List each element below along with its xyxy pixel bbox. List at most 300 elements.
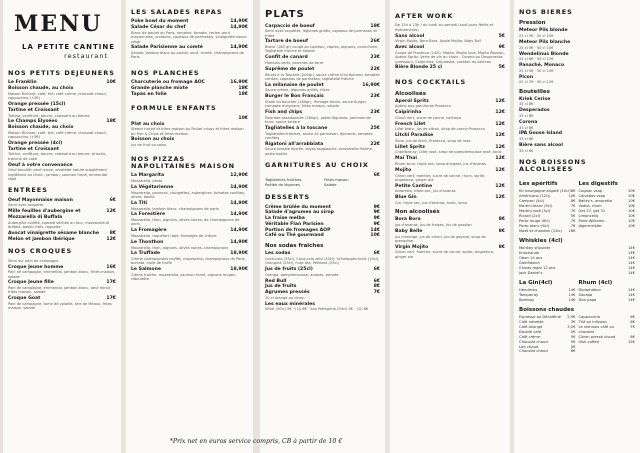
enfants-price: 10€ <box>238 115 248 121</box>
item-price: 14€ <box>627 250 635 255</box>
item-price: 14€ <box>627 292 635 297</box>
item-desc: Mozzarella, thon, oignons, olives noires, champignons <box>131 245 229 250</box>
item-name: Croque Jeune homme <box>8 264 64 270</box>
item-price: 5€ <box>498 65 505 71</box>
item-name: Mojito <box>395 167 412 173</box>
item-price: 14€ <box>627 265 635 270</box>
item-price: 14,90€ <box>230 239 248 245</box>
item-desc: Crème champignons truffés, mozzarella, champignons de Paris, burrata, huile de truffe <box>131 257 246 266</box>
item-price: 14€ <box>627 245 635 250</box>
item-price: 8€ <box>373 284 380 290</box>
garnitures-grid <box>265 178 380 188</box>
item-name: Jägermeister <box>578 223 602 228</box>
item-name: Café Allongé <box>519 324 543 329</box>
item-name: Tartine et Croissant <box>8 146 59 152</box>
enfants-list <box>131 122 248 148</box>
item-price: 6€ <box>570 349 576 354</box>
item-price: 7€ <box>570 203 576 208</box>
item-desc: Sauce tomate épicée, olives taggiasche, mozzarella fraîche, pesto basilic <box>265 147 374 156</box>
item-price: 5€ <box>570 344 576 349</box>
item-name: Tartine et Croissant <box>8 107 59 113</box>
restaurant-label: restaurant <box>64 52 108 60</box>
item-name: La milanaise de poulet <box>265 82 324 88</box>
salades-list <box>131 19 248 59</box>
croques-list <box>8 265 116 311</box>
item-price: 18,90€ <box>230 251 248 257</box>
item-desc: Tartine, confiture, beurre, croissant au beurre, brioche, tranche de cake <box>8 152 107 161</box>
item-price: 17€ <box>106 296 116 302</box>
item-desc: Virgin Mojito, Bora Bora, Apple Mojito, Baby Bull <box>395 39 482 44</box>
item-name: Red Bull <box>265 278 287 284</box>
item-name: Crème brûlée du moment <box>265 204 331 210</box>
item-desc: 25 cl 6€ · 50 cl 12€ <box>519 57 554 62</box>
item-price: 9€ <box>498 45 505 51</box>
item-price: 10€ <box>370 233 380 239</box>
item-name: Thé ou infusion <box>578 319 607 324</box>
item-name: Cappuccino <box>578 314 601 319</box>
item-name: Le Champs Elysées <box>8 119 58 125</box>
item-price: 5€ <box>570 339 576 344</box>
item-desc: Coupe de Prosecco (14cl), Mojito, Mojito love, Mojito Passion, Apérol Spritz, Verre de vin au choix : Corona ou Desperados (pression), Caipirinha, Caipiroska, cocktail du barman <box>395 50 505 64</box>
item-name: Confit de canard <box>265 55 308 61</box>
item-price: 10€ <box>627 188 635 193</box>
item-desc: Gin, triple sec, jus d'ananas, tonic, sirop <box>395 200 467 205</box>
item-name: Hendricks <box>519 287 538 292</box>
menu-item <box>519 229 576 234</box>
section-title-cocktails: NOS COCKTAILS <box>395 78 467 87</box>
item-name: Aperol Spritz <box>395 98 429 104</box>
section-title-plats: PLATS <box>265 9 305 20</box>
item-desc: Steack haché et frites maison ou Poulet crispy et frites maison ou Fish & Chips et frites maison <box>131 127 244 136</box>
item-name: Litchi Paradise <box>395 133 434 139</box>
item-desc: 25 cl 5€ · 50 cl 10€ <box>519 68 554 73</box>
item-price: 10€ <box>627 223 635 228</box>
item-price: 6€ <box>630 314 635 319</box>
gin-title: La Gin(4cl) <box>519 279 553 286</box>
item-name: Le Salmone <box>131 267 161 273</box>
chaudes-grid <box>519 315 635 355</box>
digestifs-title: Les digestifs <box>578 180 618 187</box>
item-price: 15€ <box>627 339 635 344</box>
item-name: La Titi <box>131 200 148 206</box>
aperitifs-title: Les apéritifs <box>519 180 558 187</box>
item-name: Poke bowl du moment <box>131 19 189 25</box>
item-name: Tapas en folie <box>131 91 167 97</box>
item-name: Fish and chips <box>265 110 303 116</box>
item-name: Boisson chaude, au choix <box>8 86 74 92</box>
item-price: 5€ <box>498 33 505 39</box>
alcoolises-title: Alcoolisés <box>395 90 427 97</box>
item-name: Café noisette <box>519 319 544 324</box>
nonalc-list <box>395 217 505 259</box>
item-name: Picon <box>519 74 534 80</box>
item-price: 14,90€ <box>230 25 248 31</box>
section-title-pizzas: NOS PIZZAS NAPOLITAINES MAISON <box>131 154 236 170</box>
item-price: 8€ <box>109 230 116 236</box>
item-name: Jack Daniel's <box>519 270 543 275</box>
bieres-list <box>519 28 635 84</box>
menu-item <box>265 233 380 239</box>
entrees-list <box>8 198 116 243</box>
item-price: 2,9€ <box>567 314 576 319</box>
item-desc: Vittel (50cl) 5€ · (1l) 8€ · San Pellegrino (50cl) 5€ · (1l) 8€ <box>265 307 369 312</box>
item-name: Bombay <box>519 297 535 302</box>
item-name: French Lilet <box>395 121 426 127</box>
list-text: Frites maison <box>324 178 349 183</box>
item-price: 10€ <box>627 213 635 218</box>
item-name: Porto rouge (6cl) <box>519 218 550 223</box>
item-desc: Servi avec roquette <box>8 203 44 208</box>
item-name: Panaché, Monaco <box>519 63 565 69</box>
item-name: Le Franklin <box>8 80 37 86</box>
section-title-garnitures: GARNITURES AU CHOIX <box>265 161 369 170</box>
item-desc: Daurade assaisonnée (180gr), petits légumes, pommes de terre, sauce tartare <box>265 115 371 125</box>
restaurant-name: LA PETITE CANTINE <box>22 43 116 51</box>
item-name: Orange pressée (15cl) <box>8 102 66 108</box>
item-desc: Mozzarella, thon, oignons, olives noires, de champignons de paris <box>131 218 240 227</box>
price-note: *Prix net en euros service compris, CB à partir de 10 € <box>169 438 343 445</box>
item-price: 14€ <box>627 287 635 292</box>
item-price: 7€ <box>570 208 576 213</box>
item-desc: Maison Richard, café, thé, café crème, chocolat chaud, cappuccino (+3€) <box>8 91 107 101</box>
item-desc: Oeuf brouillé, oeuf miroir, omelette nature supplément ingrédient au choix : jambon, saumon fumé, emmental râpé <box>8 168 108 181</box>
item-price: 6€ <box>630 319 635 324</box>
column-drinks <box>514 0 640 453</box>
item-name: Corona <box>519 119 538 125</box>
item-name: Meteor Pils blanche <box>519 40 571 46</box>
item-name: Tagliatelles à la toscane <box>265 125 328 131</box>
item-price: 12€ <box>495 133 505 139</box>
item-desc: Chardonnay, Lillet rosé, sirop de pamplemousse rosé, tonic <box>395 150 502 155</box>
item-desc: Servi avec roquette, légumes grillés, copeaux de parmesan et frites <box>265 29 377 38</box>
item-price: 26€ <box>370 39 380 45</box>
item-desc: 25 cl 7€ · 50 cl 12€ <box>519 80 554 85</box>
item-price: 8€ <box>498 217 505 223</box>
item-desc: Mozzarella, roquefort râpé, fromages de chèvre <box>131 234 217 238</box>
item-price: 17€ <box>106 280 116 286</box>
item-desc: Haricots verts, pommes de terre <box>265 60 324 65</box>
item-price: 18€ <box>238 85 248 91</box>
item-name: Kir bourgogne aligoté (12cl) <box>519 188 571 193</box>
chaudes-left <box>519 315 576 355</box>
column-breakfast <box>3 0 121 453</box>
section-title-bieres: NOS BIERES <box>519 8 573 16</box>
garnitures-right <box>324 178 380 188</box>
item-price: 14€ <box>627 297 635 302</box>
rhum-list <box>579 288 636 303</box>
item-name: Moet et chandon (12cl) <box>519 228 562 233</box>
item-name: Les sodas <box>265 251 291 257</box>
section-title-entrees: ENTREES <box>8 186 48 195</box>
item-name: La Truffade <box>131 251 161 257</box>
item-price: 18€ <box>370 23 380 29</box>
desserts-list <box>265 205 380 239</box>
item-price: 8€ <box>570 198 576 203</box>
item-price: 12€ <box>106 209 116 215</box>
item-desc: 33 cl 8€ <box>519 125 534 130</box>
item-name: Kriek Cerise <box>519 96 551 102</box>
item-name: Bière Blonde 25 cl <box>395 65 442 71</box>
column-salads-pizzas <box>126 0 253 453</box>
item-name: Boisson au choix <box>131 137 175 143</box>
item-price: 10€ <box>568 193 576 198</box>
item-price: 16,90€ <box>362 82 380 88</box>
planches-list <box>131 80 248 97</box>
item-price: 5€ <box>570 334 576 339</box>
item-price: 14€ <box>568 292 576 297</box>
column-plats <box>260 0 385 453</box>
digestifs-list <box>579 189 636 229</box>
item-name: Jus de fruits <box>265 284 297 290</box>
item-desc: Aubergine confite, tomate séchée au four, mozzarella di buffala, basilic frais, roquette <box>8 220 110 229</box>
item-name: Chivas regal 12 ans <box>519 265 556 270</box>
item-name: Grande planche mixte <box>131 85 188 91</box>
list-text: Salade <box>324 183 337 188</box>
nonalc-title: Non alcoolisés <box>395 209 440 216</box>
item-name: Glenfiddich <box>519 260 540 265</box>
item-price: 16€ <box>106 264 116 270</box>
item-name: Irish coffee <box>578 339 599 344</box>
item-name: Calvados vsop <box>578 193 606 198</box>
item-name: La Fromagère <box>131 228 167 234</box>
rhum-title: Rhum (4cl) <box>578 279 613 286</box>
item-name: Monkey shoulder <box>519 245 551 250</box>
item-desc: Maison Richard, café, thé, café crème, chocolat chaud, cappuccino (+3€) <box>8 130 107 140</box>
item-name: Croque Goat <box>8 296 41 302</box>
croques-note: Servi sur pain de campagne <box>8 258 59 263</box>
item-price: 8€ <box>498 244 505 250</box>
aperitifs-digestifs <box>519 177 635 234</box>
item-name: Sans alcool <box>395 33 425 39</box>
item-name: Don papa <box>578 297 597 302</box>
item-price: 10€ <box>627 193 635 198</box>
item-desc: Blanc de poulet au Paris, romaine, tomate, cerise, oeuf mayonnaise, croûtons, copeaux de parmesan, vinaigrette sauce césar <box>131 30 247 44</box>
item-price: 14,90€ <box>230 45 248 51</box>
item-price: 25€ <box>370 125 380 131</box>
item-desc: 33 cl 8€ <box>519 113 534 118</box>
item-name: Chocolat chaud <box>519 339 548 344</box>
item-name: Lait chaud <box>519 344 539 349</box>
item-name: Chocolat chaud <box>519 349 548 354</box>
item-name: Espresso ou Décaféiné <box>519 314 561 319</box>
pression-title: Pression <box>519 20 546 27</box>
item-price: 9€ <box>373 204 380 210</box>
item-price: 14€ <box>568 287 576 292</box>
item-price: 18,90€ <box>230 267 248 273</box>
item-price: 6€ <box>630 334 635 339</box>
section-title-softs: Nos sodas fraîches <box>265 243 324 250</box>
item-desc: Mozzarella, jambon blanc, champignons de paris <box>131 206 219 211</box>
afterwork-note: De 15h à 23h / du lundi au samedi (sauf jours fériés et événements) <box>395 23 494 32</box>
menu-item <box>395 65 505 71</box>
item-name: Knockando <box>519 250 540 255</box>
item-name: Limoncello <box>578 213 599 218</box>
item-desc: Salade, jambon blanc au poulet, oeuf, comté, champignons de Paris <box>131 51 244 60</box>
item-price: 5€ <box>570 329 576 334</box>
item-name: Diplomatico <box>578 287 601 292</box>
item-name: Plat au choix <box>131 121 165 127</box>
item-name: Américano (12cl) <box>519 193 551 198</box>
item-desc: Citron vert, menthe, sucre de canne, rhum, sprite, angostura, ginger ale <box>395 173 486 182</box>
item-name: Salade d'agrumes au sirop <box>265 210 334 216</box>
item-name: La fraise melba <box>265 216 305 222</box>
item-desc: 33 cl 8€ <box>519 137 534 142</box>
item-name: Le Thonthon <box>131 239 164 245</box>
whiskies-list <box>519 246 635 276</box>
item-price: 9€ <box>373 216 380 222</box>
section-title-dejeuners: NOS PETITS DEJEUNERS <box>8 69 115 77</box>
item-price: 14,90€ <box>230 212 248 218</box>
item-name: Martini rosé (5cl) <box>519 208 551 213</box>
item-name: Melon et jambon Ibérique <box>8 236 75 242</box>
dejeuners-list <box>8 80 116 181</box>
item-desc: Rhum brun, triple sec, sirop d'orgeat, jus d'ananas <box>395 161 486 166</box>
item-price: 7€ <box>570 223 576 228</box>
list-text: Tagliatelles fraîches <box>265 178 302 183</box>
item-desc: Mozzarella, poivrons, courgettes, aubergines, tomates confites, olives, basilic <box>131 190 246 200</box>
item-price: 18€ <box>238 91 248 97</box>
item-name: La Végétarienne <box>131 185 174 190</box>
item-desc: Crème fraîche, mozzarella, saumon fumé, oignons rouges, ciboulette <box>131 272 237 282</box>
section-title-boissons: NOS BOISSONS ALCOLISEES <box>519 157 587 174</box>
menu-item <box>8 237 116 243</box>
item-name: La Forestière <box>131 212 166 218</box>
item-desc: Pain de campagne, tome de volaille, brie de Meaux, frites maison, salade <box>8 302 112 311</box>
item-desc: Poulet à la Toscane (200gr), sauce crème d'ail épinard, tomates cerises, copeaux de parmesan, tagliatelle fraîche <box>265 72 380 81</box>
item-price: 7€ <box>630 324 635 329</box>
item-desc: Jus d'orange, jus de citron, jus de goyave, sirop de grenadine <box>395 234 486 243</box>
item-name: Avocat vinaigrette sésame blanche <box>8 230 99 236</box>
menu-title: MENU <box>14 11 103 37</box>
item-price: 14€ <box>627 270 635 275</box>
item-name: La Margarita <box>131 173 165 179</box>
item-name: Agrumes pressés <box>265 290 310 296</box>
item-desc: Jus d'ananas, jus de fraises, jus de passion <box>395 222 472 227</box>
item-price: 12€ <box>495 144 505 150</box>
item-name: Jus de fruits (25cl) <box>265 267 313 273</box>
item-name: Campari (4cl) <box>519 198 545 203</box>
item-name: Ricard (2cl) <box>519 213 541 218</box>
item-name: Wendelinus Blonde <box>519 51 569 57</box>
item-name: Get 27, get 31 <box>578 208 606 213</box>
item-price: 10€ <box>627 218 635 223</box>
item-name: Citron pressé chaud <box>578 334 616 339</box>
item-name: Portion de fromages AOP <box>265 227 331 233</box>
item-name: Lillet Spritz <box>395 144 425 150</box>
item-price: 16€ <box>568 228 576 233</box>
item-price: 23€ <box>370 110 380 116</box>
pizzas-list <box>131 173 248 281</box>
section-title-desserts: DESSERTS <box>265 193 311 202</box>
item-price: 12€ <box>495 183 505 189</box>
item-price: 6€ <box>373 278 380 284</box>
item-price: 3,2€ <box>567 324 576 329</box>
item-name: Cognac vsop <box>578 188 603 193</box>
item-price: 8€ <box>498 228 505 234</box>
item-name: Poire Williams <box>578 218 605 223</box>
item-price: 14,90€ <box>230 228 248 234</box>
list-text: Poêlée de légumes <box>265 183 300 188</box>
item-name: Porto blanc (6cl) <box>519 223 550 228</box>
item-price: 7€ <box>570 218 576 223</box>
item-name: Burger le Bon Français <box>265 94 324 100</box>
item-desc: Coca-cola (33cl), Coca-cola zéro (33cl), Schweppes tonic (25cl), Orangina (25cl), Fuze tea, Pétillant (25cl) <box>265 256 380 266</box>
item-name: Salade Parisienne au comté <box>131 45 203 51</box>
item-name: Tanqueray <box>519 292 539 297</box>
item-desc: Lillet blanc, jus de citron, sirop de canne Prosecco <box>395 127 485 132</box>
section-title-afterwork: AFTER WORK <box>395 12 454 20</box>
item-name: Rigatoni all'arrabbiata <box>265 141 324 147</box>
item-price: 10€ <box>106 80 116 86</box>
item-price: 14,90€ <box>230 200 248 206</box>
item-desc: Mozzarella, pesto <box>131 179 163 184</box>
menu-item <box>579 298 636 303</box>
item-price: 12,90€ <box>230 173 248 179</box>
item-price: 12€ <box>495 110 505 116</box>
item-name: Caipirinha <box>395 110 422 116</box>
item-desc: Soho, jus de litchi, Prosecco, sirop de rose <box>395 138 471 143</box>
item-name: Oeuf à votre convenance <box>8 162 73 168</box>
item-name: Orange pressée (4cl) <box>8 140 63 146</box>
plats-list <box>265 24 380 157</box>
item-name: Les eaux minérales <box>265 301 315 307</box>
chaudes-right <box>579 315 636 355</box>
item-price: 14€ <box>568 297 576 302</box>
item-name: Le viennois café ou chocolat <box>578 324 615 334</box>
item-name: Baby Belle <box>395 228 423 234</box>
item-desc: Jus de fruit ou soda <box>131 143 166 148</box>
item-name: Blue Gin <box>395 195 417 201</box>
item-price: 12€ <box>106 236 116 242</box>
item-name: Salade César du chef <box>131 25 186 31</box>
item-name: Bière sans alcool <box>519 142 563 148</box>
chaudes-title: Boissons chaudes <box>519 306 575 313</box>
item-name: Suprême de poulet <box>265 66 315 72</box>
item-name: Oban 14 ans <box>519 255 543 260</box>
gin-rhum <box>519 276 635 303</box>
item-name: Véritable Flan Parisien <box>265 221 324 227</box>
item-name: Bailey's, amaretto <box>578 198 613 203</box>
item-price: 12€ <box>495 156 505 162</box>
item-desc: Amaretto, triple sec, jus d'ananas <box>395 189 456 194</box>
item-price: 14€ <box>627 260 635 265</box>
item-price: 12€ <box>495 167 505 173</box>
menu-item <box>131 92 248 98</box>
item-name: Boisson chaude, au choix <box>8 125 74 131</box>
item-name: Vodka, rhum <box>578 203 602 208</box>
item-price: 23€ <box>370 55 380 61</box>
item-desc: 33 cl 6€ <box>519 148 534 153</box>
item-name: Bora Bora <box>395 217 421 223</box>
item-price: 12€ <box>495 121 505 127</box>
item-desc: 25 cl 5€ · 50 cl 10€ <box>519 45 554 50</box>
garnitures-price: 6€ <box>373 172 380 178</box>
item-name: Zacapa <box>578 292 593 297</box>
item-name: Café ou Thé gourmand <box>265 233 324 239</box>
item-desc: 20 cl orange ou citron <box>265 295 305 300</box>
item-price: 10€ <box>627 203 635 208</box>
menu-item <box>579 325 636 335</box>
item-price: 6€ <box>109 197 116 203</box>
item-price: 6€ <box>373 251 380 257</box>
item-price: 12€ <box>495 195 505 201</box>
item-name: Meteor Pils blonde <box>519 28 568 34</box>
item-name: Carpaccio de boeuf <box>265 23 315 29</box>
item-name: Petite Cantine <box>395 183 433 189</box>
menu-item <box>579 340 636 345</box>
item-price: 7€ <box>373 290 380 296</box>
item-price: 9€ <box>373 210 380 216</box>
